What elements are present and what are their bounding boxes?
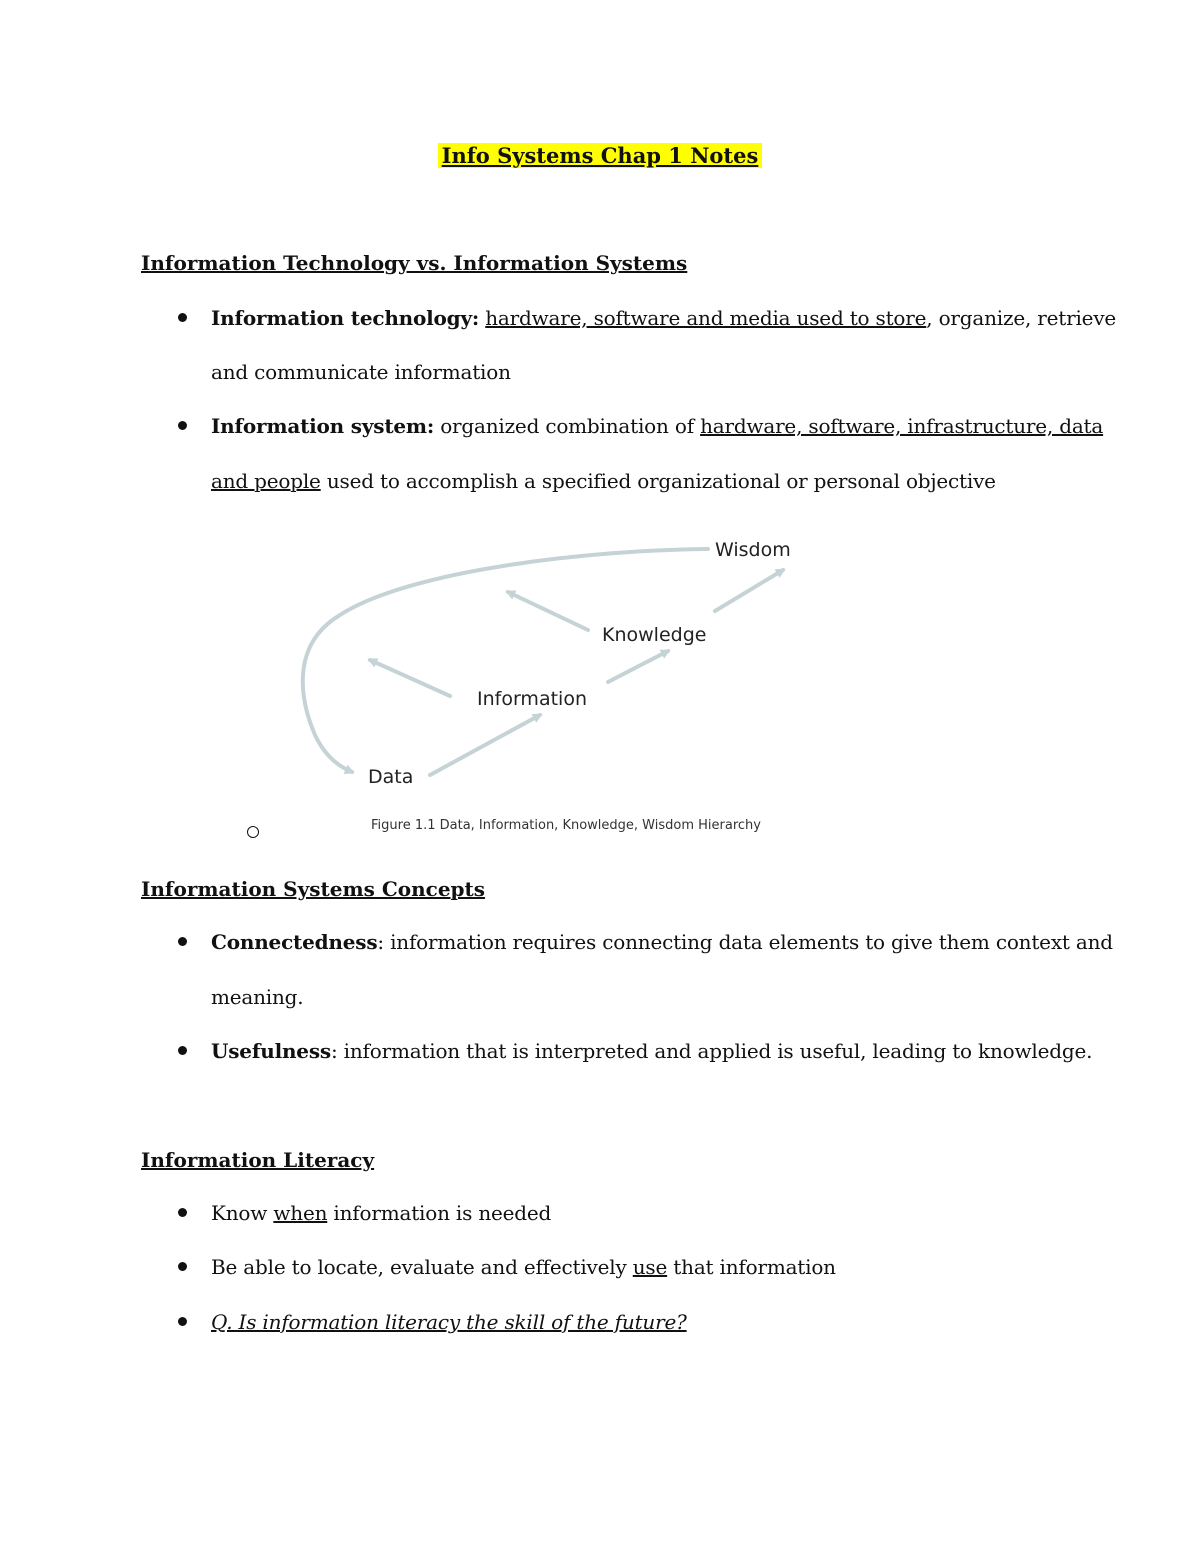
item-text: : information requires connecting data elements to give them context and: [377, 930, 1113, 954]
bullet-icon: [178, 1046, 187, 1055]
wisdom-label: Wisdom: [715, 539, 791, 561]
section-heading-literacy: Information Literacy: [141, 1148, 375, 1172]
list-item-usefulness: [211, 1039, 1092, 1063]
item-text: , organize, retrieve: [926, 306, 1117, 330]
bullet-icon: [178, 937, 187, 946]
knowledge-to-wisdom-arrow: [715, 570, 783, 611]
underlined-text: when: [273, 1201, 328, 1225]
item-text: used to accomplish a specified organizational or personal objective: [320, 469, 996, 493]
list-item-continuation: and communicate information: [211, 360, 511, 384]
list-item-information-system: [211, 414, 1103, 438]
underlined-text: use: [632, 1255, 668, 1279]
list-item-locate-evaluate: [211, 1255, 836, 1279]
document-title: [0, 143, 1200, 168]
knowledge-label: Knowledge: [602, 624, 707, 646]
title-text: Info Systems Chap 1 Notes: [438, 143, 763, 168]
term-label: Information technology:: [211, 306, 480, 330]
section-heading-it-vs-is: Information Technology vs. Information Systems: [141, 251, 688, 275]
item-text: organized combination of: [434, 414, 701, 438]
bullet-icon: [178, 421, 187, 430]
list-item-information-technology: [211, 306, 1116, 330]
knowledge-feedback-arrow: [508, 592, 588, 630]
list-item-continuation: [211, 469, 996, 493]
dikw-hierarchy-figure: [290, 530, 810, 835]
item-text: that information: [667, 1255, 836, 1279]
bullet-icon: [178, 313, 187, 322]
list-item-continuation: meaning.: [211, 985, 304, 1009]
section-heading-concepts: Information Systems Concepts: [141, 877, 486, 901]
list-item-connectedness: [211, 930, 1113, 954]
underlined-text: and people: [211, 469, 321, 493]
figure-caption: Figure 1.1 Data, Information, Knowledge, Wisdom Hierarchy: [371, 818, 761, 833]
underlined-text: hardware, software, infrastructure, data: [700, 414, 1104, 438]
term-label: Information system:: [211, 414, 435, 438]
empty-bullet-icon: [247, 826, 259, 838]
item-text: Know: [211, 1201, 274, 1225]
underlined-text: hardware, software and media used to store: [485, 306, 927, 330]
data-to-information-arrow: [430, 715, 540, 775]
bullet-icon: [178, 1262, 187, 1271]
bullet-icon: [178, 1317, 187, 1326]
list-item-question: Q. Is information literacy the skill of the future?: [211, 1310, 687, 1334]
information-to-knowledge-arrow: [608, 651, 668, 682]
item-text: Be able to locate, evaluate and effectively: [211, 1255, 633, 1279]
item-text: : information that is interpreted and applied is useful, leading to knowledge.: [330, 1039, 1093, 1063]
term-label: Connectedness: [211, 930, 378, 954]
term-label: Usefulness: [211, 1039, 331, 1063]
list-item-know-when: [211, 1201, 551, 1225]
information-feedback-arrow: [370, 660, 450, 696]
information-label: Information: [477, 688, 587, 710]
data-label: Data: [368, 766, 414, 788]
item-text: information is needed: [327, 1201, 552, 1225]
bullet-icon: [178, 1208, 187, 1217]
